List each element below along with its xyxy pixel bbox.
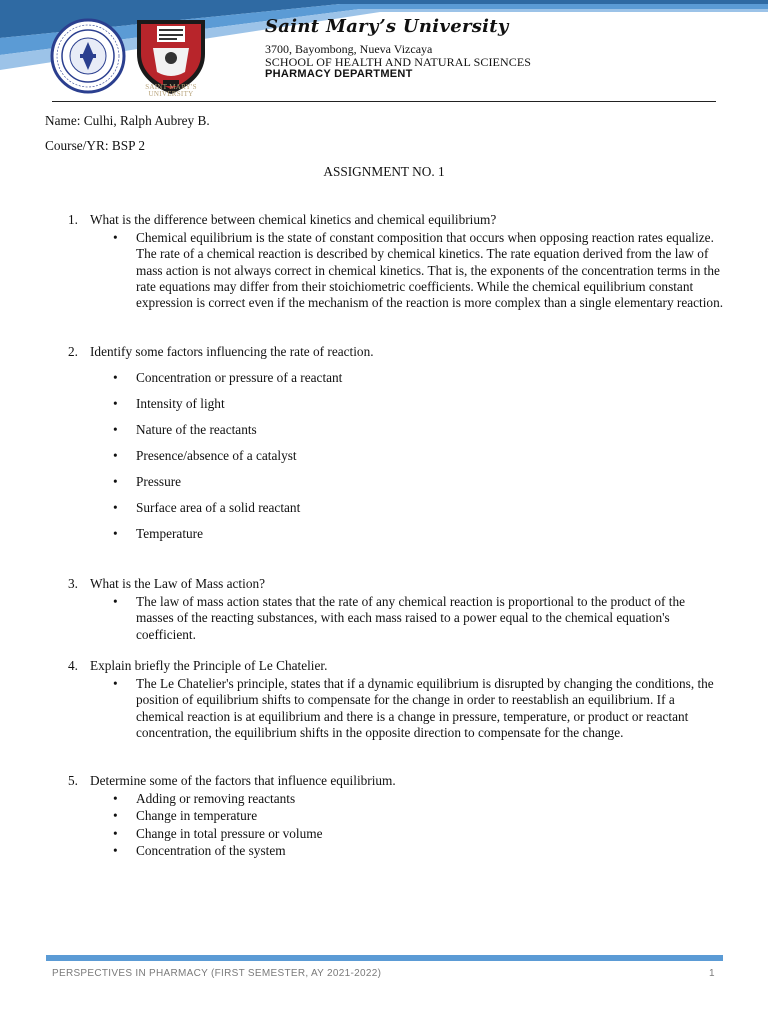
answer-item: Intensity of light: [136, 396, 225, 411]
answer-item: Concentration of the system: [136, 843, 286, 858]
answer-item: Pressure: [136, 474, 182, 489]
answer-item: Change in total pressure or volume: [136, 826, 323, 841]
question-text: Explain briefly the Principle of Le Chatelier.: [90, 658, 328, 673]
answer-item: Adding or removing reactants: [136, 791, 296, 806]
university-address: 3700, Bayombong, Nueva Vizcaya: [265, 42, 433, 56]
answer-text: Chemical equilibrium is the state of constant composition that occurs when opposing reaction rates equalize. The rate of a chemical reaction is described by chemical kinetics. The rate equation derived from the law of mass action is not always correct in chemical kinetics. That is, the exponents of the concentration terms in the rate equations may differ from their stoichiometric coefficients. While the chemical equilibrium constant expression is correct even if the mechanism of the reaction is more complex than a single elementary reaction.: [136, 230, 724, 311]
answer-item: Presence/absence of a catalyst: [136, 448, 297, 463]
question-text: What is the difference between chemical kinetics and chemical equilibrium?: [90, 212, 497, 227]
student-course: Course/YR: BSP 2: [45, 138, 145, 153]
question-number: 4.: [68, 658, 78, 673]
question-text: Determine some of the factors that influence equilibrium.: [90, 773, 396, 788]
question-number: 5.: [68, 773, 78, 788]
question-text: Identify some factors influencing the rate of reaction.: [90, 344, 374, 359]
bullet-icon: •: [113, 843, 118, 858]
bullet-icon: •: [113, 500, 118, 515]
question-text: What is the Law of Mass action?: [90, 576, 266, 591]
footer-bar: [46, 955, 723, 961]
page-number: 1: [709, 968, 715, 979]
question-number: 2.: [68, 344, 78, 359]
crest-caption: SAINT MARY'S UNIVERSITY: [145, 83, 197, 98]
answer-item: Concentration or pressure of a reactant: [136, 370, 343, 385]
answer-item: Temperature: [136, 526, 203, 541]
assignment-title: ASSIGNMENT NO. 1: [323, 164, 445, 179]
answer-item: Surface area of a solid reactant: [136, 500, 301, 515]
school-name: SCHOOL OF HEALTH AND NATURAL SCIENCES: [265, 55, 532, 69]
bullet-icon: •: [113, 396, 118, 411]
question-number: 1.: [68, 212, 78, 227]
bullet-icon: •: [113, 594, 118, 609]
bullet-icon: •: [113, 526, 118, 541]
university-seal-icon: [50, 18, 126, 94]
bullet-icon: •: [113, 791, 118, 806]
student-name: Name: Culhi, Ralph Aubrey B.: [45, 113, 210, 128]
department-name: PHARMACY DEPARTMENT: [265, 68, 413, 80]
answer-text: The Le Chatelier's principle, states that if a dynamic equilibrium is disrupted by changing the conditions, the position of equilibrium shifts to compensate for the change in order to reestablish an equilibrium. If a chemical reaction is at equilibrium and there is a change in pressure, temperature, or product or reactant concentration, the equilibrium shifts in the opposite direction to compensate for the change.: [136, 676, 714, 740]
answer-item: Nature of the reactants: [136, 422, 257, 437]
bullet-icon: •: [113, 448, 118, 463]
bullet-icon: •: [113, 808, 118, 823]
bullet-icon: •: [113, 230, 118, 245]
answer-item: Change in temperature: [136, 808, 258, 823]
bullet-icon: •: [113, 370, 118, 385]
university-name: Saint Mary’s University: [265, 16, 509, 37]
bullet-icon: •: [113, 826, 118, 841]
bullet-icon: •: [113, 474, 118, 489]
bullet-icon: •: [113, 676, 118, 691]
footer-course-text: PERSPECTIVES IN PHARMACY (FIRST SEMESTER, AY 2021-2022): [52, 968, 382, 979]
question-number: 3.: [68, 576, 78, 591]
header-divider: [52, 101, 716, 102]
answer-text: The law of mass action states that the rate of any chemical reaction is proportional to the product of the masses of the reacting substances, with each mass raised to a power equal to the chemical equation's coefficient.: [136, 594, 686, 642]
bullet-icon: •: [113, 422, 118, 437]
